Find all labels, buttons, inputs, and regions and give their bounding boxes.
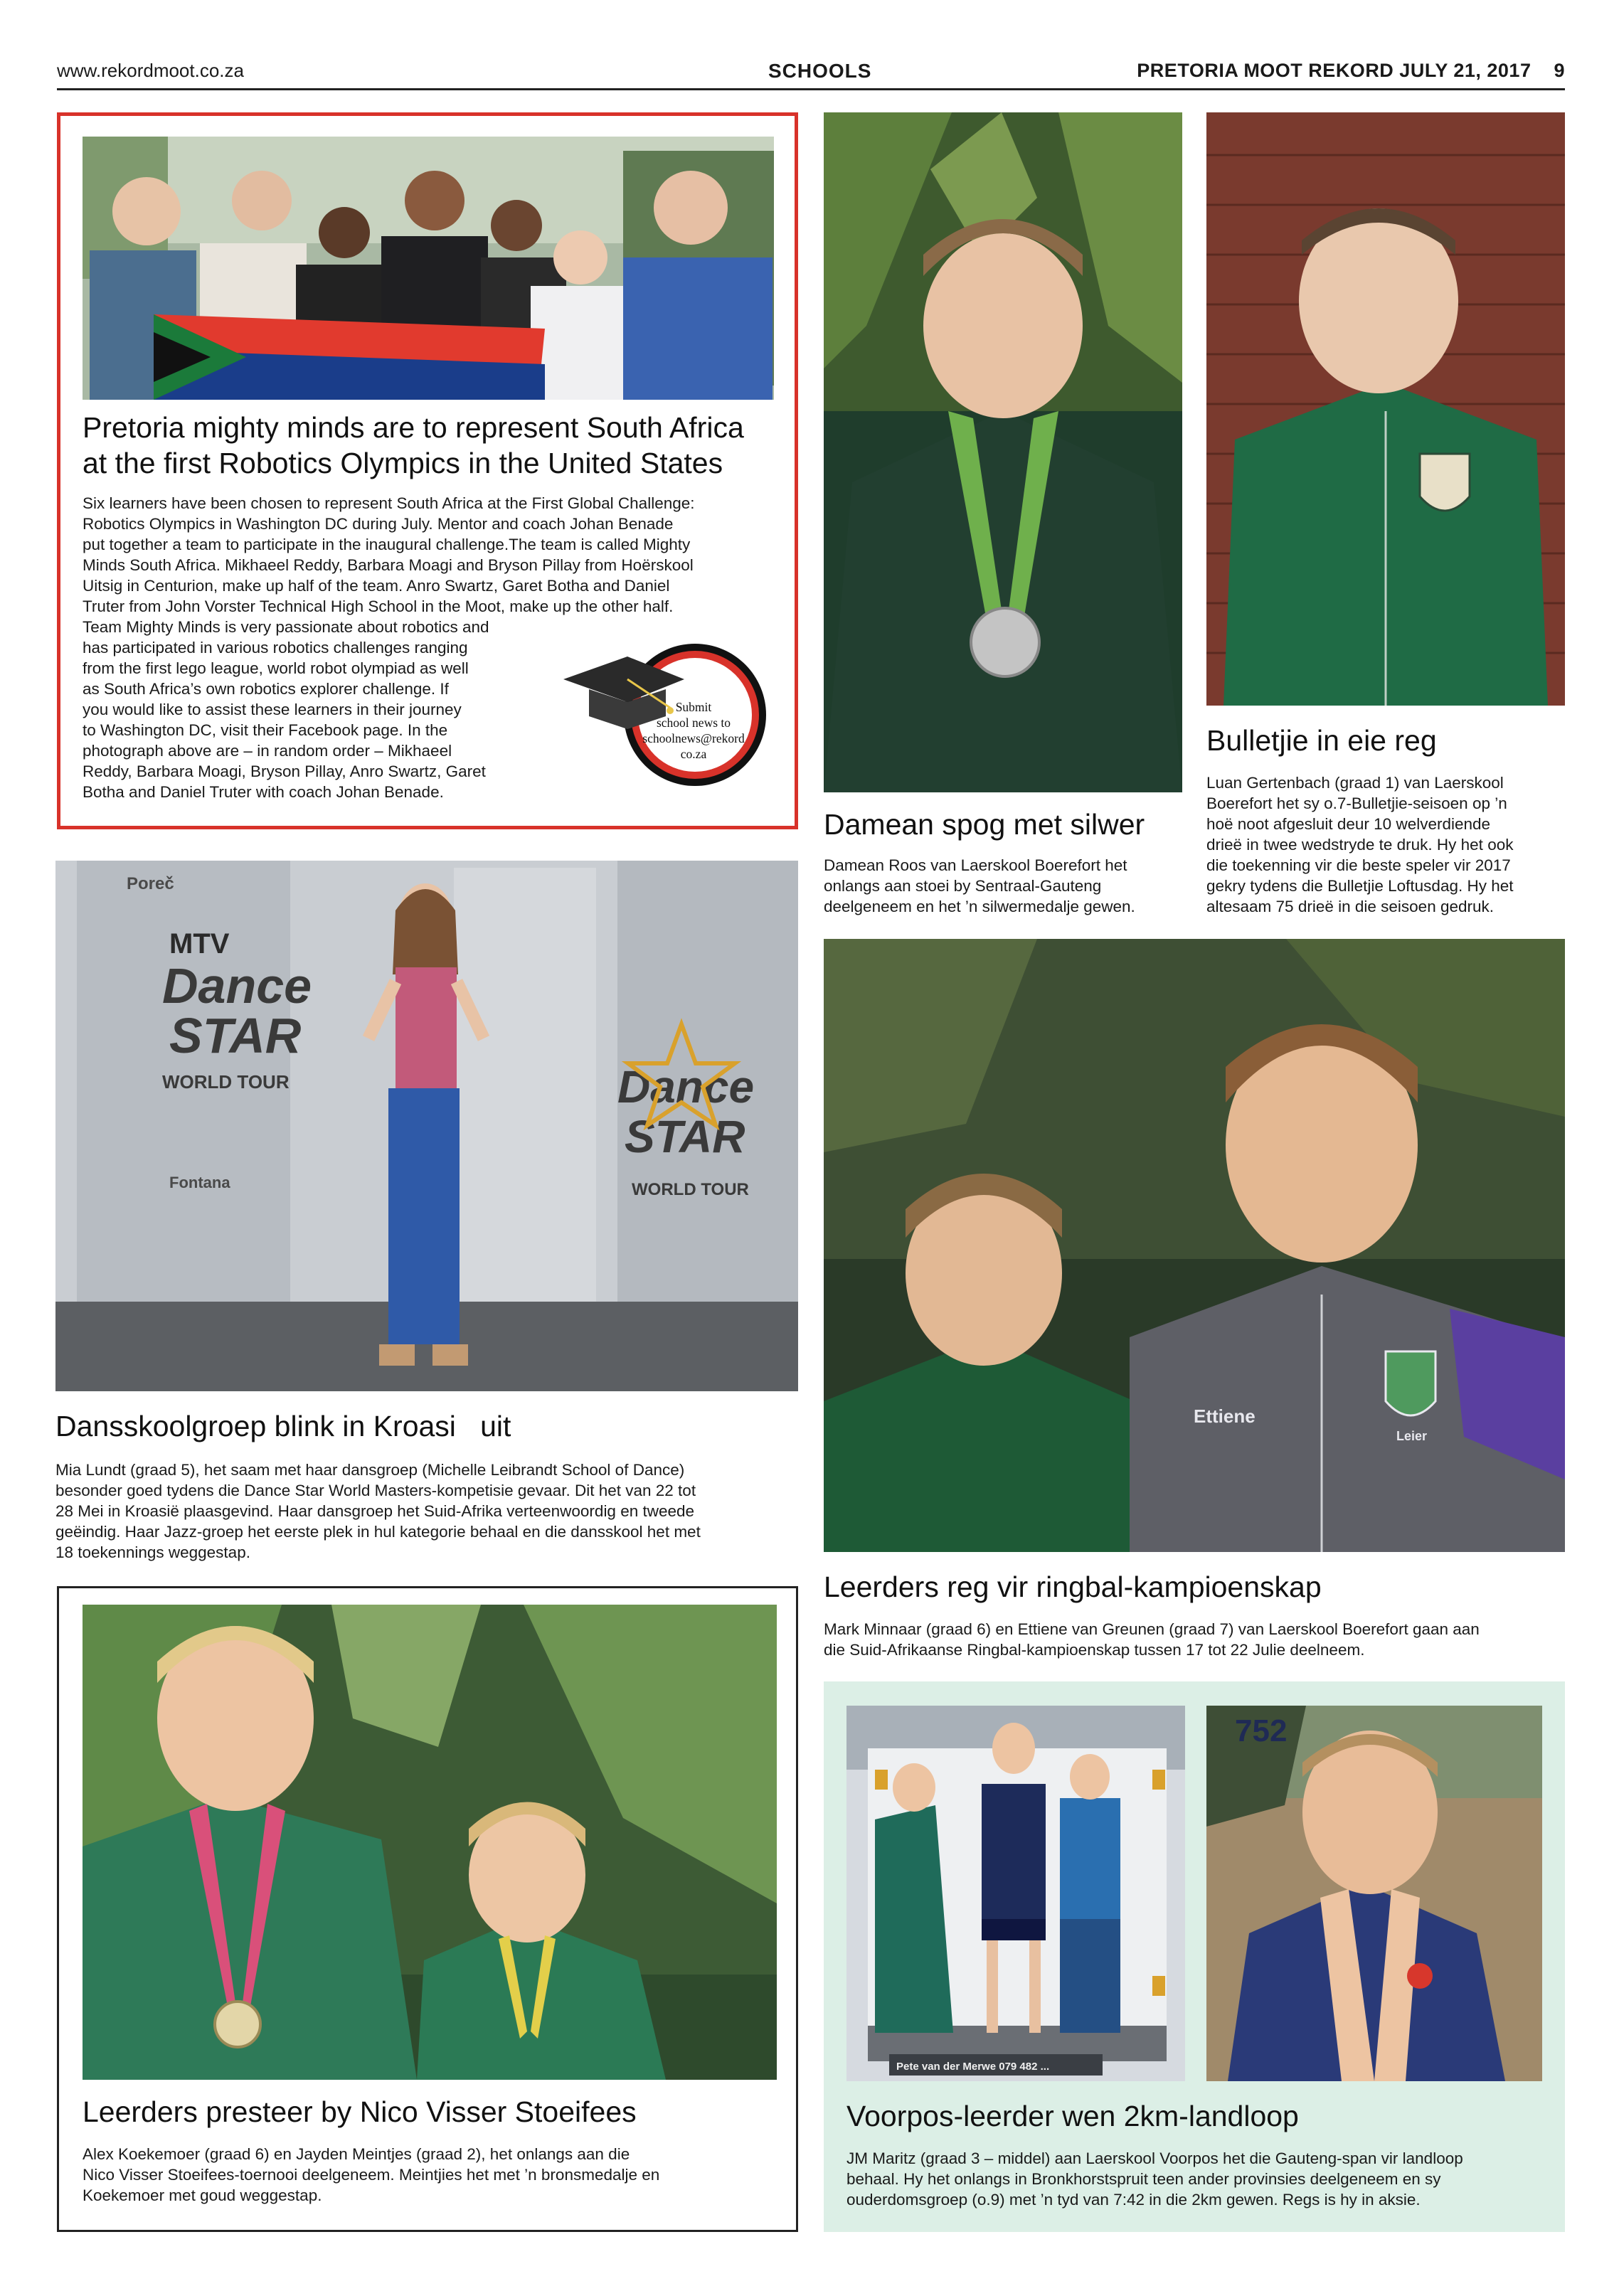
body-line: Robotics Olympics in Washington DC during July. Mentor and coach Johan Benade bbox=[83, 515, 674, 533]
stoeifees-body bbox=[83, 2144, 787, 2206]
bulletjie-headline: Bulletjie in eie reg bbox=[1206, 724, 1437, 757]
publication-dateline bbox=[1137, 60, 1565, 82]
body-line: Six learners have been chosen to represent South Africa at the First Global Challenge: bbox=[83, 494, 695, 512]
body-line: Damean Roos van Laerskool Boerefort het bbox=[824, 856, 1127, 874]
backdrop-fontana-text: Fontana bbox=[169, 1174, 230, 1191]
body-line: drieë in twee wedstryde te druk. Hy het ook bbox=[1206, 836, 1514, 854]
stoeifees-headline: Leerders presteer by Nico Visser Stoeifees bbox=[83, 2095, 637, 2128]
bib-number-text: 752 bbox=[1235, 1713, 1288, 1748]
body-line: Koekemoer met goud weggestap. bbox=[83, 2186, 322, 2204]
damean-photo bbox=[824, 112, 1182, 792]
body-line: die Suid-Afrikaanse Ringbal-kampioenskap tussen 17 tot 22 Julie deelneem. bbox=[824, 1641, 1365, 1659]
landloop-headline: Voorpos-leerder wen 2km-landloop bbox=[846, 2100, 1299, 2132]
school-crest-icon bbox=[1386, 1351, 1435, 1415]
publication-name-date: PRETORIA MOOT REKORD JULY 21, 2017 bbox=[1137, 60, 1532, 81]
page-number: 9 bbox=[1554, 60, 1565, 81]
body-line: has participated in various robotics challenges ranging bbox=[83, 639, 468, 657]
backdrop-dance-text-right: Dance bbox=[617, 1061, 755, 1112]
jacket-role-text: Leier bbox=[1396, 1429, 1428, 1443]
ringbal-headline: Leerders reg vir ringbal-kampioenskap bbox=[824, 1570, 1322, 1603]
dance-headline: Dansskoolgroep blink in Kroasi uit bbox=[55, 1410, 511, 1442]
body-line: behaal. Hy het onlangs in Bronkhorstspruit teen ander provinsies deelgeneem en sy bbox=[846, 2170, 1441, 2188]
badge-email-line: schoolnews@rekord bbox=[642, 731, 745, 745]
body-line: as South Africa’s own robotics explorer challenge. If bbox=[83, 680, 449, 698]
body-line: deelgeneem en het ’n silwermedalje gewen. bbox=[824, 898, 1135, 915]
body-line: altesaam 75 drieë in die seisoen gedruk. bbox=[1206, 898, 1495, 915]
robotics-headline-line-2: at the first Robotics Olympics in the United States bbox=[83, 447, 723, 479]
body-line: besonder goed tydens die Dance Star World Masters-kompetisie gevaar. Dit het van 22 tot bbox=[55, 1482, 696, 1499]
stoeifees-photo bbox=[83, 1605, 777, 2080]
backdrop-world-tour-text-right: WORLD TOUR bbox=[632, 1180, 749, 1199]
backdrop-world-tour-text: WORLD TOUR bbox=[162, 1071, 290, 1093]
bulletjie-photo bbox=[1206, 112, 1565, 706]
body-line: gekry tydens die Bulletjie Loftusdag. Hy het bbox=[1206, 877, 1514, 895]
damean-headline: Damean spog met silwer bbox=[824, 808, 1145, 841]
backdrop-star-text-right: STAR bbox=[625, 1111, 745, 1162]
body-line: Nico Visser Stoeifees-toernooi deelgeneem. Meintjies het met ’n bronsmedalje en bbox=[83, 2166, 660, 2184]
gold-medal-icon bbox=[215, 2002, 260, 2047]
silver-medal-icon bbox=[971, 608, 1039, 676]
body-line: Reddy, Barbara Moagi, Bryson Pillay, Anro Swartz, Garet bbox=[83, 762, 486, 780]
rose-emblem-icon bbox=[1407, 1963, 1433, 1989]
backdrop-dance-text: Dance bbox=[162, 958, 312, 1014]
landloop-action-photo bbox=[1206, 1706, 1542, 2081]
dance-photo bbox=[55, 861, 798, 1391]
body-line: Alex Koekemoer (graad 6) en Jayden Meintjes (graad 2), het onlangs aan die bbox=[83, 2145, 630, 2163]
header-rule bbox=[57, 88, 1565, 90]
body-line: geëindig. Haar Jazz-groep het eerste plek in hul kategorie behaal en die dansskool het met bbox=[55, 1523, 701, 1541]
damean-body bbox=[824, 855, 1187, 917]
backdrop-star-text: STAR bbox=[169, 1008, 302, 1063]
body-line: Botha and Daniel Truter with coach Johan Benade. bbox=[83, 783, 444, 801]
body-line: Mark Minnaar (graad 6) en Ettiene van Greunen (graad 7) van Laerskool Boerefort gaan aan bbox=[824, 1620, 1480, 1638]
dance-body bbox=[55, 1460, 798, 1563]
bulletjie-body bbox=[1206, 772, 1569, 917]
body-line: you would like to assist these learners in their journey bbox=[83, 701, 462, 718]
body-line: to Washington DC, visit their Facebook page. In the bbox=[83, 721, 448, 739]
body-line: Boerefort het sy o.7-Bulletjie-seisoen op ’n bbox=[1206, 794, 1507, 812]
podium-banner-text: Pete van der Merwe 079 482 ... bbox=[896, 2061, 1050, 2073]
body-line: put together a team to participate in the inaugural challenge.The team is called Mighty bbox=[83, 536, 691, 553]
ringbal-photo bbox=[824, 939, 1565, 1552]
body-line: 28 Mei in Kroasië plaasgevind. Haar dansgroep het Suid-Afrika verteenwoordig en tweede bbox=[55, 1502, 695, 1520]
robotics-headline bbox=[83, 410, 780, 481]
body-line: photograph above are – in random order – Mikhaeel bbox=[83, 742, 452, 760]
body-line: hoë noot afgesluit deur 10 welverdiende bbox=[1206, 815, 1491, 833]
body-line: Mia Lundt (graad 5), het saam met haar dansgroep (Michelle Leibrandt School of Dance) bbox=[55, 1461, 685, 1479]
body-line: onlangs aan stoei by Sentraal-Gauteng bbox=[824, 877, 1102, 895]
backdrop-mtv-text: MTV bbox=[169, 928, 230, 960]
body-line: die toekenning vir die beste speler vir 2017 bbox=[1206, 856, 1511, 874]
body-line: Truter from John Vorster Technical High School in the Moot, make up the other half. bbox=[83, 597, 674, 615]
body-line: ouderdomsgroep (o.9) met ’n tyd van 7:42 in die 2km gewen. Regs is hy in aksie. bbox=[846, 2191, 1421, 2209]
school-crest-icon bbox=[1420, 454, 1470, 511]
submit-news-text bbox=[635, 699, 752, 762]
body-line: from the first lego league, world robot olympiad as well bbox=[83, 659, 469, 677]
badge-line: school news to bbox=[656, 716, 731, 730]
badge-line: Submit bbox=[675, 700, 712, 714]
robotics-team-photo bbox=[83, 137, 774, 400]
body-line: Team Mighty Minds is very passionate about robotics and bbox=[83, 618, 489, 636]
backdrop-porec-text: Poreč bbox=[127, 874, 174, 893]
body-line: Luan Gertenbach (graad 1) van Laerskool bbox=[1206, 774, 1504, 792]
body-line: JM Maritz (graad 3 – middel) aan Laerskool Voorpos het die Gauteng-span vir landloop bbox=[846, 2149, 1463, 2167]
body-line: 18 toekennings weggestap. bbox=[55, 1543, 250, 1561]
robotics-headline-line-1: Pretoria mighty minds are to represent South Africa bbox=[83, 411, 744, 444]
section-label: SCHOOLS bbox=[768, 60, 872, 82]
site-url[interactable]: www.rekordmoot.co.za bbox=[57, 60, 244, 81]
body-line: Uitsig in Centurion, make up half of the team. Anro Swartz, Garet Botha and Daniel bbox=[83, 577, 670, 595]
landloop-body bbox=[846, 2148, 1558, 2210]
ringbal-body bbox=[824, 1619, 1565, 1660]
badge-line: co.za bbox=[680, 747, 707, 761]
jacket-name-text: Ettiene bbox=[1194, 1405, 1256, 1427]
landloop-podium-photo bbox=[846, 1706, 1185, 2081]
body-line: Minds South Africa. Mikhaeel Reddy, Barbara Moagi and Bryson Pillay from Hoërskool bbox=[83, 556, 694, 574]
